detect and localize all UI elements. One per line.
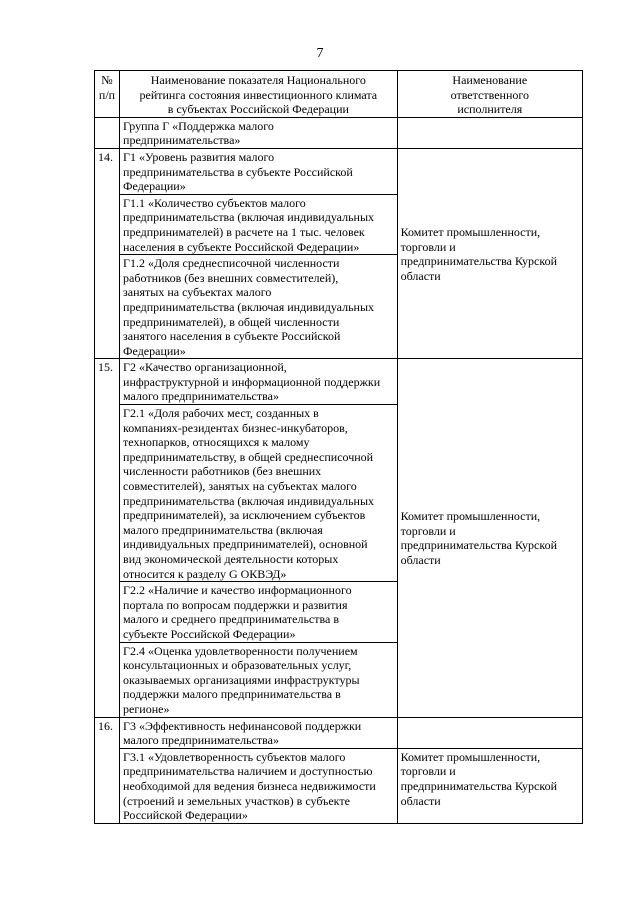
group-label: Группа Г «Поддержка малого предпринимательства» <box>120 117 398 148</box>
page-number: 7 <box>316 46 324 61</box>
indicator-main: Г3 «Эффективность нефинансовой поддержки малого предпринимательства» <box>120 717 398 748</box>
table-row <box>95 748 583 823</box>
indicator-sub: Г1.2 «Доля среднесписочной численности работников (без внешних совместителей), занятых на субъектах малого предпринимательства (включая индивидуальных предпринимателей), в общей численности занятого населения в субъекте Российской Федерации» <box>120 255 398 359</box>
indicator-sub: Г2.1 «Доля рабочих мест, созданных в компаниях-резидентах бизнес-инкубаторов, технопарков, относящихся к малому предпринимательству, в общей среднесписочной численности работников (без внешних совместителей), занятых на субъектах малого предпринимательства (включая индивидуальных предпринимателей), за исключением субъектов малого предпринимательства (включая индивидуальных предпринимателей), основной вид экономической деятельности которых относится к разделу G ОКВЭД» <box>120 405 398 582</box>
indicator-main: Г2 «Качество организационной, инфраструктурной и информационной поддержки малого предпринимательства» <box>120 359 398 405</box>
group-executor-cell <box>397 117 582 148</box>
group-row <box>95 117 583 148</box>
row-number: 15. <box>95 359 120 717</box>
indicator-sub: Г3.1 «Удовлетворенность субъектов малого предпринимательства наличием и доступностью необходимой для ведения бизнеса недвижимости (строений и земельных участков) в субъекте Российской Федерации» <box>120 748 398 823</box>
group-num-cell <box>95 117 120 148</box>
header-indicator: Наименование показателя Национального рейтинга состояния инвестиционного климата в субъектах Российской Федерации <box>120 71 398 118</box>
table-row <box>95 148 583 194</box>
indicator-main: Г1 «Уровень развития малого предпринимательства в субъекте Российской Федерации» <box>120 148 398 194</box>
table-row <box>95 359 583 405</box>
header-executor: Наименование ответственного исполнителя <box>397 71 582 118</box>
indicator-sub: Г2.4 «Оценка удовлетворенности получением консультационных и образовательных услуг, оказываемых организациями инфраструктуры поддержки малого предпринимательства в регионе» <box>120 642 398 717</box>
indicators-table <box>94 70 583 824</box>
indicator-sub: Г1.1 «Количество субъектов малого предпринимательства (включая индивидуальных предпринимателей) в расчете на 1 тыс. человек населения в субъекте Российской Федерации» <box>120 194 398 254</box>
executor-cell: Комитет промышленности, торговли и предпринимательства Курской области <box>397 748 582 823</box>
row-number: 16. <box>95 717 120 823</box>
header-num: № п/п <box>95 71 120 118</box>
executor-blank <box>397 717 582 748</box>
indicator-sub: Г2.2 «Наличие и качество информационного портала по вопросам поддержки и развития малого и среднего предпринимательства в субъекте Российской Федерации» <box>120 582 398 642</box>
table-row <box>95 717 583 748</box>
table-header-row <box>95 71 583 118</box>
row-number: 14. <box>95 148 120 358</box>
executor-cell: Комитет промышленности, торговли и предпринимательства Курской области <box>397 148 582 358</box>
executor-cell: Комитет промышленности, торговли и предпринимательства Курской области <box>397 359 582 717</box>
